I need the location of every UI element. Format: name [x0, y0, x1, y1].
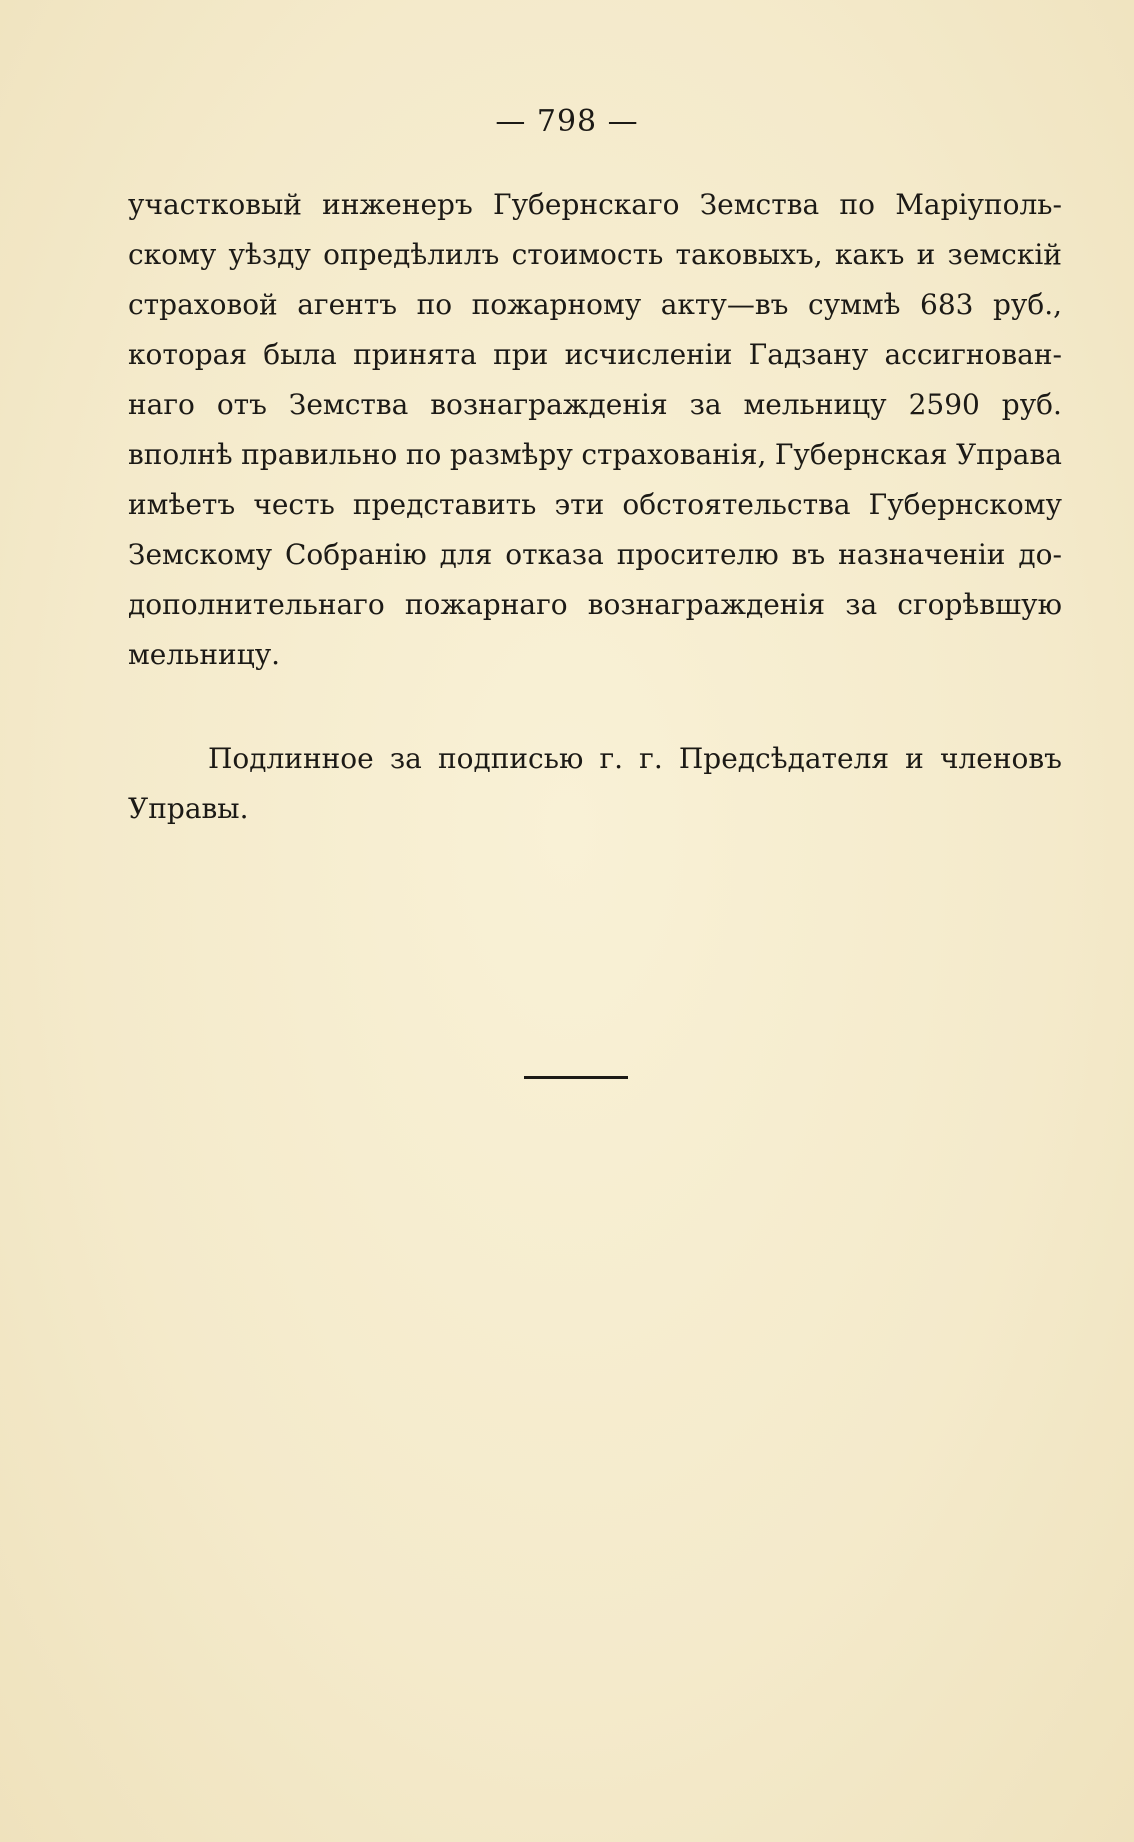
word: 683: [920, 288, 974, 321]
word: инженеръ: [322, 188, 473, 221]
word: Маріуполь-: [895, 188, 1062, 221]
word: Управа: [955, 438, 1062, 471]
word: назначеніи: [838, 538, 1006, 571]
word: Земскому: [128, 538, 273, 571]
word: суммѣ: [807, 288, 901, 321]
page-number: — 798 —: [495, 104, 639, 139]
word: участковый: [128, 188, 302, 221]
word: пожарнаго: [404, 588, 568, 621]
word: агентъ: [297, 288, 398, 321]
text-line: [128, 630, 1062, 680]
word: таковыхъ,: [675, 238, 823, 271]
word: руб.,: [992, 288, 1062, 321]
word: правильно: [241, 438, 398, 471]
word: подписью: [437, 742, 584, 775]
word: страховой: [128, 288, 278, 321]
text-line: [128, 280, 1062, 330]
word: отказа: [505, 538, 604, 571]
word: для: [439, 538, 493, 571]
line-text: Управы.: [128, 792, 249, 825]
word: пожарному: [471, 288, 642, 321]
line-text: мельницу.: [128, 638, 281, 671]
word: сгорѣвшую: [897, 588, 1062, 621]
text-line: [128, 580, 1062, 630]
word: которая: [128, 338, 247, 371]
word: Губернская: [774, 438, 948, 471]
word: наго: [128, 388, 195, 421]
word: г.: [639, 742, 663, 775]
word: была: [263, 338, 337, 371]
word: Гадзану: [748, 338, 869, 371]
word: эти: [554, 488, 605, 521]
word: за: [689, 388, 722, 421]
text-line: [128, 530, 1062, 580]
word: до-: [1018, 538, 1062, 571]
word: за: [389, 742, 422, 775]
word: имѣетъ: [128, 488, 236, 521]
word: Земства: [699, 188, 820, 221]
text-line: [128, 480, 1062, 530]
word: и: [916, 238, 936, 271]
word: Собранію: [285, 538, 427, 571]
text-line: [128, 330, 1062, 380]
word: вознагражденія: [587, 588, 826, 621]
word: скому: [128, 238, 217, 271]
word: вполнѣ: [128, 438, 233, 471]
word: руб.: [1001, 388, 1062, 421]
word: Подлинное: [208, 742, 374, 775]
word: дополнительнаго: [128, 588, 385, 621]
word: 2590: [908, 388, 980, 421]
word: Предсѣдателя: [678, 742, 890, 775]
word: земскій: [947, 238, 1062, 271]
text-line: [128, 430, 1062, 480]
word: Губернскаго: [493, 188, 680, 221]
word: акту—въ: [660, 288, 789, 321]
text-line: [128, 734, 1062, 784]
word: вознагражденія: [430, 388, 668, 421]
word: по: [405, 438, 442, 471]
word: за: [845, 588, 878, 621]
text-line: [128, 380, 1062, 430]
word: исчисленіи: [564, 338, 733, 371]
word: по: [839, 188, 875, 221]
word: опредѣлилъ: [323, 238, 500, 271]
horizontal-rule: [524, 1076, 628, 1079]
text-line: [128, 230, 1062, 280]
word: стоимость: [511, 238, 664, 271]
word: при: [493, 338, 549, 371]
word: и: [905, 742, 924, 775]
word: въ: [791, 538, 826, 571]
word: ассигнован-: [884, 338, 1062, 371]
closing-note: [128, 734, 1062, 834]
word: обстоятельства: [622, 488, 851, 521]
word: представить: [352, 488, 537, 521]
text-line: [128, 180, 1062, 230]
word: Губернскому: [868, 488, 1062, 521]
word: уѣзду: [228, 238, 311, 271]
word: г.: [599, 742, 624, 775]
word: членовъ: [939, 742, 1062, 775]
word: Земства: [288, 388, 409, 421]
word: отъ: [216, 388, 267, 421]
word: размѣру: [449, 438, 573, 471]
word: по: [416, 288, 453, 321]
word: какъ: [834, 238, 905, 271]
text-line: [128, 784, 1062, 834]
word: честь: [253, 488, 335, 521]
main-paragraph: [128, 180, 1062, 680]
word: принята: [353, 338, 477, 371]
word: страхованія,: [581, 438, 767, 471]
word: мельницу: [743, 388, 887, 421]
word: просителю: [616, 538, 779, 571]
